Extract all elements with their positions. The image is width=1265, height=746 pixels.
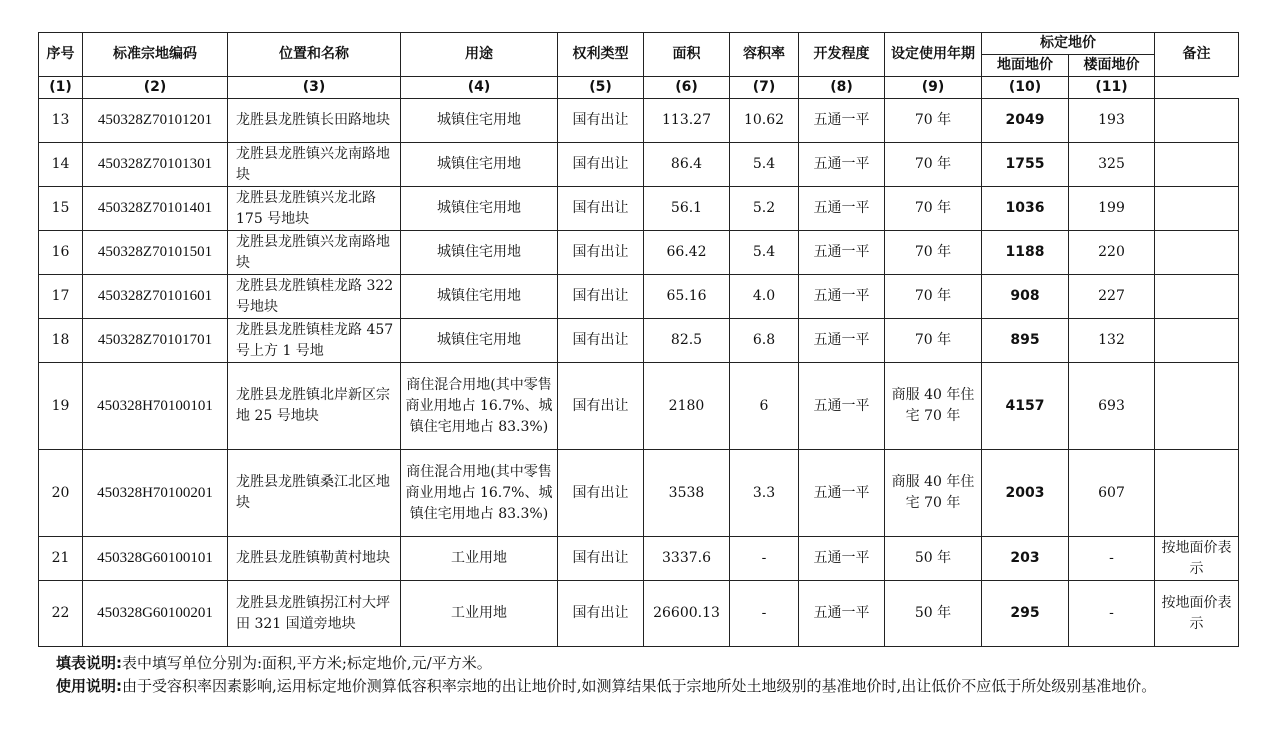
cell-dev: 五通一平 [799, 143, 885, 187]
cell-land-price: 1755 [982, 143, 1069, 187]
cell-area: 3538 [644, 450, 730, 537]
header-code: 标准宗地编码 [83, 33, 228, 77]
cell-dev: 五通一平 [799, 275, 885, 319]
land-price-table [38, 32, 1239, 647]
cell-code: 450328Z70101301 [83, 143, 228, 187]
cell-dev: 五通一平 [799, 537, 885, 581]
cell-use: 工业用地 [401, 537, 558, 581]
cell-area: 56.1 [644, 187, 730, 231]
cell-floor-price: - [1069, 537, 1155, 581]
table-row [39, 363, 1239, 450]
cell-dev: 五通一平 [799, 231, 885, 275]
cell-seq: 14 [39, 143, 83, 187]
cell-code: 450328Z70101201 [83, 99, 228, 143]
cell-seq: 21 [39, 537, 83, 581]
col-index: (8) [799, 77, 885, 99]
cell-remark [1155, 187, 1239, 231]
cell-floor-price: 693 [1069, 363, 1155, 450]
cell-code: 450328Z70101601 [83, 275, 228, 319]
cell-location: 龙胜县龙胜镇长田路地块 [228, 99, 401, 143]
cell-remark [1155, 363, 1239, 450]
cell-right: 国有出让 [558, 275, 644, 319]
cell-floor-price: 607 [1069, 450, 1155, 537]
cell-far: 6.8 [730, 319, 799, 363]
cell-area: 82.5 [644, 319, 730, 363]
use-note [56, 675, 1246, 698]
cell-far: 5.4 [730, 143, 799, 187]
cell-area: 26600.13 [644, 581, 730, 647]
cell-land-price: 2049 [982, 99, 1069, 143]
cell-far: 3.3 [730, 450, 799, 537]
use-note-text: 由于受容积率因素影响,运用标定地价测算低容积率宗地的出让地价时,如测算结果低于宗地所处土地级别的基准地价时,出让低价不应低于所处级别基准地价。 [122, 677, 1157, 695]
cell-location: 龙胜县龙胜镇桂龙路 322 号地块 [228, 275, 401, 319]
cell-term: 70 年 [885, 187, 982, 231]
cell-area: 65.16 [644, 275, 730, 319]
cell-use: 城镇住宅用地 [401, 99, 558, 143]
col-index: (9) [885, 77, 982, 99]
cell-far: - [730, 537, 799, 581]
col-index: (10) [982, 77, 1069, 99]
cell-seq: 22 [39, 581, 83, 647]
cell-remark: 按地面价表示 [1155, 537, 1239, 581]
cell-floor-price: 325 [1069, 143, 1155, 187]
cell-term: 商服 40 年住宅 70 年 [885, 363, 982, 450]
cell-land-price: 2003 [982, 450, 1069, 537]
cell-right: 国有出让 [558, 231, 644, 275]
cell-location: 龙胜县龙胜镇北岸新区宗地 25 号地块 [228, 363, 401, 450]
cell-code: 450328H70100201 [83, 450, 228, 537]
cell-term: 商服 40 年住宅 70 年 [885, 450, 982, 537]
fill-note-text: 表中填写单位分别为:面积,平方米;标定地价,元/平方米。 [122, 654, 492, 672]
cell-location: 龙胜县龙胜镇桑江北区地块 [228, 450, 401, 537]
col-index: (11) [1069, 77, 1155, 99]
cell-right: 国有出让 [558, 581, 644, 647]
cell-dev: 五通一平 [799, 450, 885, 537]
cell-use: 城镇住宅用地 [401, 187, 558, 231]
cell-far: 5.4 [730, 231, 799, 275]
cell-code: 450328H70100101 [83, 363, 228, 450]
cell-seq: 17 [39, 275, 83, 319]
cell-remark [1155, 275, 1239, 319]
cell-far: - [730, 581, 799, 647]
cell-land-price: 4157 [982, 363, 1069, 450]
cell-remark [1155, 450, 1239, 537]
header-location: 位置和名称 [228, 33, 401, 77]
cell-use: 城镇住宅用地 [401, 275, 558, 319]
table-row [39, 143, 1239, 187]
cell-land-price: 1188 [982, 231, 1069, 275]
cell-location: 龙胜县龙胜镇兴龙南路地块 [228, 143, 401, 187]
cell-floor-price: 227 [1069, 275, 1155, 319]
fill-note-label: 填表说明: [56, 654, 122, 672]
cell-right: 国有出让 [558, 537, 644, 581]
col-index: (2) [83, 77, 228, 99]
cell-term: 50 年 [885, 581, 982, 647]
cell-location: 龙胜县龙胜镇勒黄村地块 [228, 537, 401, 581]
col-index: (1) [39, 77, 83, 99]
header-floor-price: 楼面地价 [1069, 55, 1155, 77]
table-row [39, 231, 1239, 275]
cell-term: 70 年 [885, 275, 982, 319]
cell-dev: 五通一平 [799, 99, 885, 143]
cell-use: 城镇住宅用地 [401, 319, 558, 363]
cell-right: 国有出让 [558, 143, 644, 187]
header-right: 权利类型 [558, 33, 644, 77]
table-row [39, 275, 1239, 319]
header-land-price: 地面地价 [982, 55, 1069, 77]
notes [56, 652, 1246, 698]
cell-floor-price: - [1069, 581, 1155, 647]
cell-code: 450328G60100101 [83, 537, 228, 581]
cell-land-price: 1036 [982, 187, 1069, 231]
cell-term: 70 年 [885, 143, 982, 187]
cell-remark [1155, 143, 1239, 187]
cell-dev: 五通一平 [799, 363, 885, 450]
fill-note [56, 652, 1246, 675]
header-area: 面积 [644, 33, 730, 77]
cell-right: 国有出让 [558, 187, 644, 231]
header-seq: 序号 [39, 33, 83, 77]
cell-right: 国有出让 [558, 319, 644, 363]
cell-land-price: 203 [982, 537, 1069, 581]
cell-code: 450328Z70101501 [83, 231, 228, 275]
header-far: 容积率 [730, 33, 799, 77]
cell-area: 66.42 [644, 231, 730, 275]
table-row [39, 187, 1239, 231]
cell-right: 国有出让 [558, 99, 644, 143]
cell-land-price: 908 [982, 275, 1069, 319]
cell-use: 工业用地 [401, 581, 558, 647]
cell-term: 70 年 [885, 99, 982, 143]
cell-location: 龙胜县龙胜镇拐江村大坪田 321 国道旁地块 [228, 581, 401, 647]
cell-right: 国有出让 [558, 363, 644, 450]
col-index: (4) [401, 77, 558, 99]
cell-far: 6 [730, 363, 799, 450]
cell-remark [1155, 231, 1239, 275]
cell-seq: 15 [39, 187, 83, 231]
cell-dev: 五通一平 [799, 581, 885, 647]
cell-term: 50 年 [885, 537, 982, 581]
col-index: (3) [228, 77, 401, 99]
cell-floor-price: 132 [1069, 319, 1155, 363]
header-term: 设定使用年期 [885, 33, 982, 77]
cell-far: 10.62 [730, 99, 799, 143]
cell-area: 113.27 [644, 99, 730, 143]
cell-land-price: 895 [982, 319, 1069, 363]
cell-code: 450328G60100201 [83, 581, 228, 647]
table-row [39, 581, 1239, 647]
cell-seq: 13 [39, 99, 83, 143]
cell-land-price: 295 [982, 581, 1069, 647]
cell-term: 70 年 [885, 319, 982, 363]
cell-code: 450328Z70101401 [83, 187, 228, 231]
cell-location: 龙胜县龙胜镇兴龙北路 175 号地块 [228, 187, 401, 231]
cell-dev: 五通一平 [799, 319, 885, 363]
cell-location: 龙胜县龙胜镇桂龙路 457 号上方 1 号地 [228, 319, 401, 363]
cell-far: 5.2 [730, 187, 799, 231]
cell-seq: 19 [39, 363, 83, 450]
cell-remark: 按地面价表示 [1155, 581, 1239, 647]
cell-seq: 20 [39, 450, 83, 537]
cell-right: 国有出让 [558, 450, 644, 537]
header-use: 用途 [401, 33, 558, 77]
cell-area: 3337.6 [644, 537, 730, 581]
cell-area: 86.4 [644, 143, 730, 187]
col-index: (5) [558, 77, 644, 99]
cell-use: 城镇住宅用地 [401, 143, 558, 187]
use-note-label: 使用说明: [56, 677, 122, 695]
cell-code: 450328Z70101701 [83, 319, 228, 363]
table-row [39, 450, 1239, 537]
cell-use: 城镇住宅用地 [401, 231, 558, 275]
cell-term: 70 年 [885, 231, 982, 275]
cell-location: 龙胜县龙胜镇兴龙南路地块 [228, 231, 401, 275]
table-row [39, 99, 1239, 143]
cell-far: 4.0 [730, 275, 799, 319]
header-remark: 备注 [1155, 33, 1239, 77]
cell-use: 商住混合用地(其中零售商业用地占 16.7%、城镇住宅用地占 83.3%) [401, 450, 558, 537]
cell-floor-price: 199 [1069, 187, 1155, 231]
col-index: (7) [730, 77, 799, 99]
table-row [39, 537, 1239, 581]
header-price-group: 标定地价 [982, 33, 1155, 55]
cell-floor-price: 220 [1069, 231, 1155, 275]
cell-use: 商住混合用地(其中零售商业用地占 16.7%、城镇住宅用地占 83.3%) [401, 363, 558, 450]
cell-seq: 18 [39, 319, 83, 363]
col-index: (6) [644, 77, 730, 99]
cell-floor-price: 193 [1069, 99, 1155, 143]
cell-seq: 16 [39, 231, 83, 275]
cell-remark [1155, 319, 1239, 363]
cell-remark [1155, 99, 1239, 143]
cell-area: 2180 [644, 363, 730, 450]
table-row [39, 319, 1239, 363]
cell-dev: 五通一平 [799, 187, 885, 231]
header-dev: 开发程度 [799, 33, 885, 77]
